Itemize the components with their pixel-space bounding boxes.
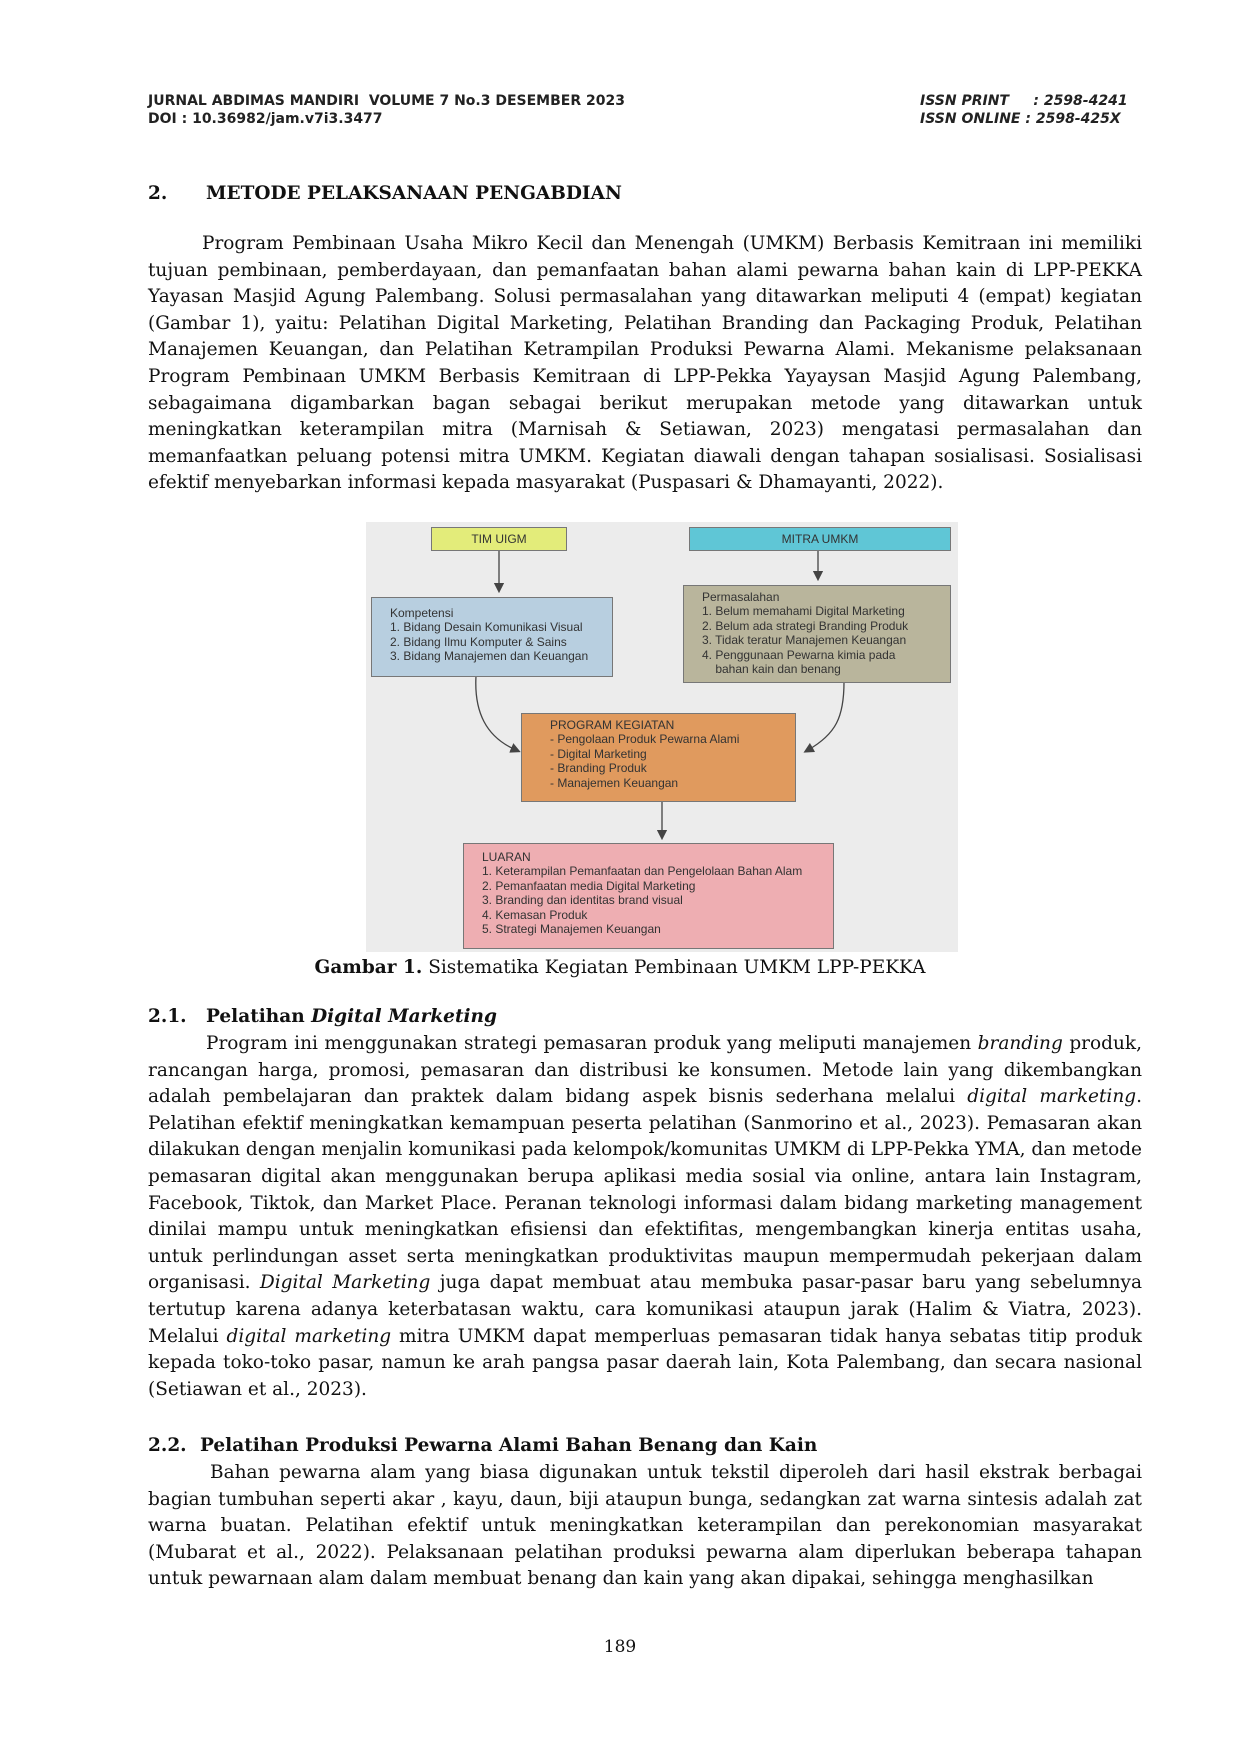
section-2-1-paragraph: [148, 1031, 1142, 1403]
luaran-box: [463, 843, 834, 949]
program-item: - Manajemen Keuangan: [550, 775, 679, 790]
program-item: - Branding Produk: [550, 761, 647, 776]
text-run: . Pelatihan efektif meningkatkan kemampuan peserta pelatihan (Sanmorino et al., 2023). Pemasaran akan dilakukan dengan menjalin komunikasi pada kelompok/komunitas UMKM di LPP-Pekka YMA, dan metode pemasaran digital akan menggunakan berupa aplikasi media sosial via online, antara lain Instagram, Facebook, Tiktok, dan Market Place. Peranan teknologi informasi dalam bidang marketing management dinilai mampu untuk meningkatkan efisiensi dan efektifitas, mengembangkan kinerja entitas usaha, untuk perlindungan asset serta meningkatkan produktivitas maupun mempermudah pekerjaan dalam organisasi.: [148, 1086, 1142, 1294]
program-item: - Digital Marketing: [550, 746, 647, 761]
permasalahan-box: [683, 585, 951, 683]
program-title: PROGRAM KEGIATAN: [550, 718, 675, 732]
mitra-umkm-box: MITRA UMKM: [689, 527, 951, 551]
section-title: Pelatihan: [206, 1006, 312, 1027]
figure-caption: [0, 957, 1240, 978]
journal-title: JURNAL ABDIMAS MANDIRI VOLUME 7 No.3 DESEMBER 2023: [148, 93, 625, 109]
section-2-paragraph: Program Pembinaan Usaha Mikro Kecil dan Menengah (UMKM) Berbasis Kemitraan ini memiliki tujuan pembinaan, pemberdayaan, dan pemanfaatan bahan alami pewarna bahan kain di LPP-PEKKA Yayasan Masjid Agung Palembang. Solusi permasalahan yang ditawarkan meliputi 4 (empat) kegiatan (Gambar 1), yaitu: Pelatihan Digital Marketing, Pelatihan Branding dan Packaging Produk, Pelatihan Manajemen Keuangan, dan Pelatihan Ketrampilan Produksi Pewarna Alami. Mekanisme pelaksanaan Program Pembinaan UMKM Berbasis Kemitraan di LPP-Pekka Yayaysan Masjid Agung Palembang, sebagaimana digambarkan bagan sebagai berikut merupakan metode yang ditawarkan untuk meningkatkan keterampilan mitra (Marnisah & Setiawan, 2023) mengatasi permasalahan dan memanfaatkan peluang potensi mitra UMKM. Kegiatan diawali dengan tahapan sosialisasi. Sosialisasi efektif menyebarkan informasi kepada masyarakat (Puspasari & Dhamayanti, 2022).: [148, 233, 1142, 494]
luaran-title: LUARAN: [482, 850, 531, 864]
italic-term: digital marketing: [226, 1325, 392, 1347]
section-2-heading: [148, 183, 622, 204]
luaran-item: 5. Strategi Manajemen Keuangan: [482, 922, 661, 937]
italic-term: branding: [977, 1033, 1063, 1054]
section-number: 2.2.: [148, 1435, 187, 1456]
kompetensi-box: [371, 597, 613, 677]
italic-term: digital marketing: [967, 1086, 1137, 1108]
journal-doi: DOI : 10.36982/jam.v7i3.3477: [148, 111, 383, 127]
permasalahan-item: bahan kain dan benang: [702, 662, 841, 677]
italic-term: Digital Marketing: [259, 1272, 431, 1294]
permasalahan-title: Permasalahan: [702, 590, 780, 604]
permasalahan-item: 2. Belum ada strategi Branding Produk: [702, 618, 909, 633]
luaran-item: 4. Kemasan Produk: [482, 907, 588, 922]
program-kegiatan-box: [521, 713, 796, 802]
arrow-permasalahan-to-program: [808, 682, 844, 750]
kompetensi-item: 3. Bidang Manajemen dan Keuangan: [390, 649, 589, 664]
luaran-item: 3. Branding dan identitas brand visual: [482, 893, 683, 908]
section-2-1-heading: [148, 1006, 497, 1027]
section-title: Pelatihan Produksi Pewarna Alami Bahan Benang dan Kain: [200, 1435, 818, 1456]
issn-online: ISSN ONLINE : 2598-425X: [920, 111, 1121, 127]
issn-block: [920, 92, 1128, 128]
section-title-italic: Digital Marketing: [311, 1006, 497, 1027]
section-title: METODE PELAKSANAAN PENGABDIAN: [206, 183, 622, 204]
figure-1-diagram: [366, 522, 958, 952]
caption-label: Gambar 1.: [314, 957, 423, 978]
issn-print: ISSN PRINT : 2598-4241: [920, 93, 1128, 109]
kompetensi-item: 1. Bidang Desain Komunikasi Visual: [390, 620, 583, 634]
section-number: 2.: [148, 183, 168, 204]
program-item: - Pengolaan Produk Pewarna Alami: [550, 732, 740, 746]
text-run: produk, rancangan harga, promosi, pemasaran dan distribusi ke konsumen. Metode lain yang dikembangkan adalah pembelajaran dan praktek dalam bidang aspek bisnis sederhana melalui: [148, 1033, 1142, 1108]
kompetensi-title: Kompetensi: [390, 606, 454, 620]
text-run: juga dapat membuat atau membuka pasar-pasar baru yang sebelumnya tertutup karena adanya keterbatasan waktu, cara komunikasi ataupun jarak (Halim & Viatra, 2023). Melalui: [148, 1272, 1143, 1347]
journal-header: [148, 92, 625, 128]
luaran-item: 2. Pemanfaatan media Digital Marketing: [482, 878, 696, 893]
luaran-item: 1. Keterampilan Pemanfaatan dan Pengelolaan Bahan Alam: [482, 864, 803, 878]
caption-text: Sistematika Kegiatan Pembinaan UMKM LPP-PEKKA: [422, 957, 926, 978]
permasalahan-item: 3. Tidak teratur Manajemen Keuangan: [702, 633, 907, 648]
permasalahan-item: 4. Penggunaan Pewarna kimia pada: [702, 647, 896, 662]
tim-uigm-box: TIM UIGM: [431, 527, 567, 551]
section-number: 2.1.: [148, 1006, 187, 1027]
text-run: Program ini menggunakan strategi pemasaran produk yang meliputi manajemen: [206, 1033, 978, 1054]
arrow-kompetensi-to-program: [476, 676, 516, 750]
section-2-2-paragraph: Bahan pewarna alam yang biasa digunakan untuk tekstil diperoleh dari hasil ekstrak berbagai bagian tumbuhan seperti akar , kayu, daun, biji ataupun bunga, sedangkan zat warna sintesis adalah zat warna buatan. Pelatihan efektif untuk meningkatkan keterampilan dan perekonomian masyarakat (Mubarat et al., 2022). Pelaksanaan pelatihan produksi pewarna alam diperlukan beberapa tahapan untuk pewarnaan alam dalam membuat benang dan kain yang akan dipakai, sehingga menghasilkan: [148, 1462, 1142, 1590]
page-number: 189: [603, 1637, 637, 1657]
section-2-2-heading: [148, 1435, 817, 1456]
kompetensi-item: 2. Bidang Ilmu Komputer & Sains: [390, 634, 567, 649]
text-run: mitra UMKM dapat memperluas pemasaran tidak hanya sebatas titip produk kepada toko-toko pasar, namun ke arah pangsa pasar daerah lain, Kota Palembang, dan secara nasional (Setiawan et al., 2023).: [148, 1325, 1142, 1400]
permasalahan-item: 1. Belum memahami Digital Marketing: [702, 604, 905, 618]
